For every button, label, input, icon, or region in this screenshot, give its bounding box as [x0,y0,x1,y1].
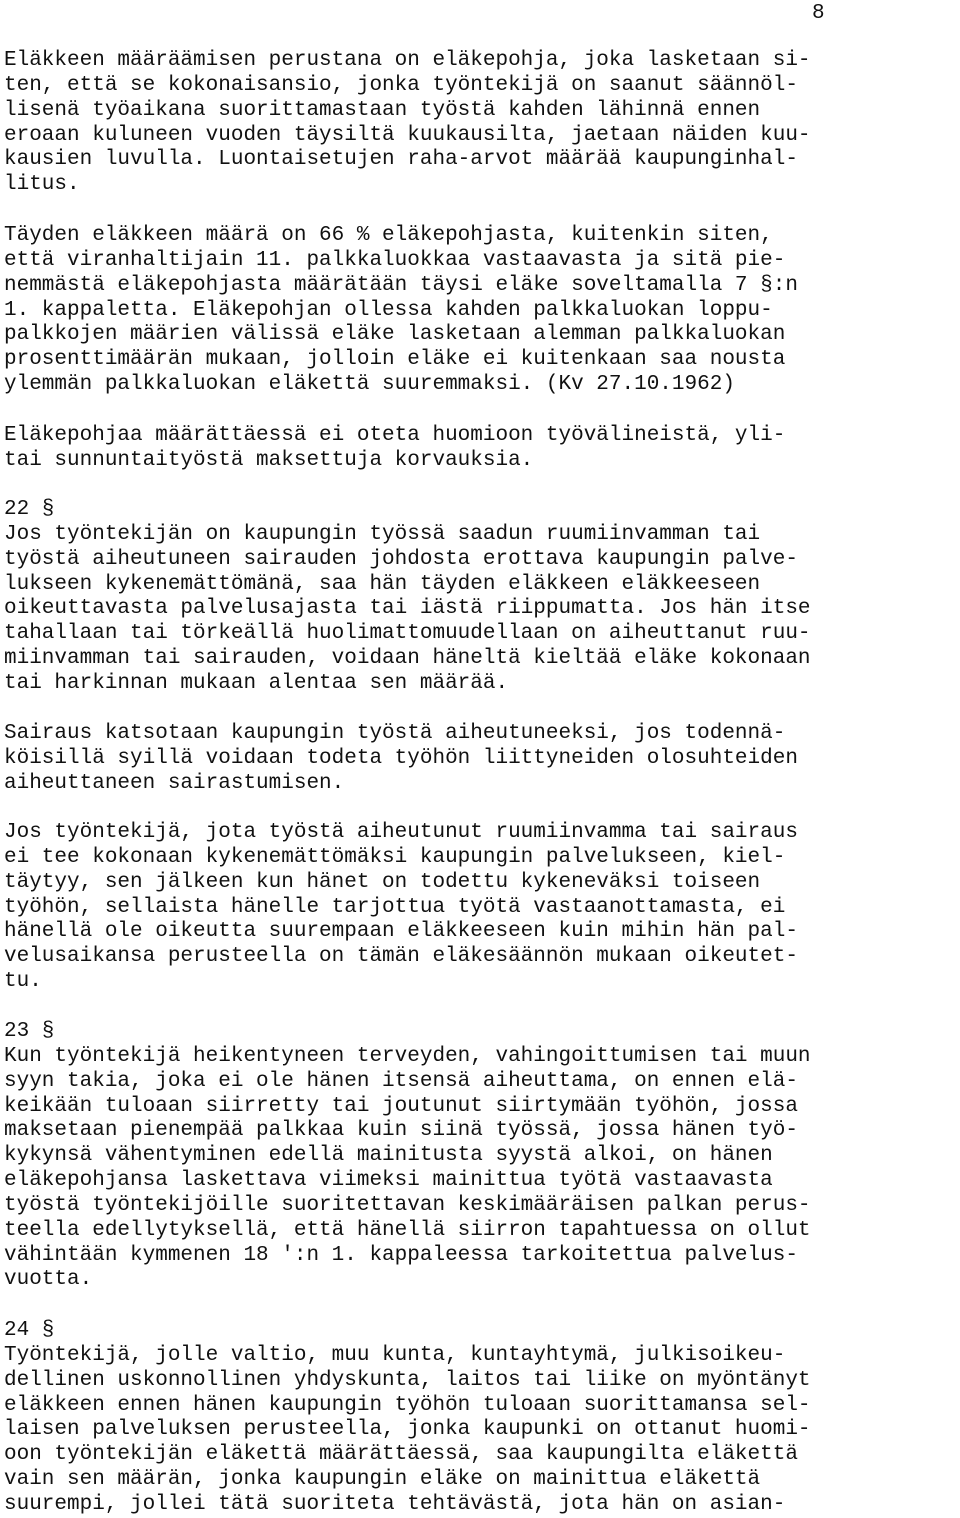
text-line: täytyy, sen jälkeen kun hänet on todettu kykeneväksi toiseen [4,870,761,894]
text-line: maksetaan pienempää palkkaa kuin siinä työssä, jossa hänen työ- [4,1119,798,1143]
paragraph [4,722,798,797]
text-line: tahallaan tai törkeällä huolimattomuudellaan on aiheuttanut ruu- [4,622,811,646]
text-line: köisillä syillä voidaan todeta työhön liittyneiden olosuhteiden [4,746,798,770]
text-line: vain sen määrän, jonka kaupungin eläke on mainittua eläkettä [4,1468,761,1492]
text-line: Työntekijä, jolle valtio, muu kunta, kuntayhtymä, julkisoikeu- [4,1343,786,1367]
text-line: 1. kappaletta. Eläkepohjan ollessa kahden palkkaluokan loppu- [4,298,773,322]
section-heading: 22 § [4,498,55,521]
text-line: velusaikansa perusteella on tämän eläkesäännön mukaan oikeutet- [4,945,798,969]
paragraph [4,49,811,198]
paragraph [4,224,798,398]
text-line: työhön, sellaista hänelle tarjottua työtä vastaanottamasta, ei [4,895,786,919]
text-line: Jos työntekijä, jota työstä aiheutunut ruumiinvamma tai sairaus [4,821,798,844]
text-line: oikeuttavasta palvelusajasta tai iästä riippumatta. Jos hän itse [4,597,811,621]
text-line: Jos työntekijän on kaupungin työssä saadun ruumiinvamman tai [4,522,761,546]
paragraph [4,1020,811,1293]
text-line: keikään tuloaan siirretty tai joutunut siirtymään työhön, jossa [4,1094,798,1118]
text-line: kausien luvulla. Luontaisetujen raha-arvot määrää kaupunginhal- [4,148,798,172]
text-line: tai harkinnan mukaan alentaa sen määrää. [4,671,509,695]
text-line: litus. [4,173,80,197]
text-line: prosenttimäärän mukaan, jolloin eläke ei kuitenkaan saa nousta [4,348,786,372]
text-line: lukseen kykenemättömänä, saa hän täyden eläkkeen eläkkeeseen [4,572,761,596]
text-line: että viranhaltijain 11. palkkaluokkaa vastaavasta ja sitä pie- [4,248,786,272]
section-heading: 24 § [4,1319,55,1342]
text-line: hänellä ole oikeutta suurempaan eläkkeeseen kuin mihin hän pal- [4,920,798,944]
text-line: Sairaus katsotaan kaupungin työstä aiheutuneeksi, jos todennä- [4,722,786,745]
text-line: ten, että se kokonaisansio, jonka työntekijä on saanut säännöl- [4,73,798,97]
text-line: ylemmän palkkaluokan eläkettä suuremmaksi. (Kv 27.10.1962) [4,373,735,397]
text-line: eroaan kuluneen vuoden täysiltä kuukausilta, jaetaan näiden kuu- [4,123,811,147]
text-line: vuotta. [4,1268,93,1292]
text-line: ei tee kokonaan kykenemättömäksi kaupungin palvelukseen, kiel- [4,845,786,869]
text-line: Täyden eläkkeen määrä on 66 % eläkepohjasta, kuitenkin siten, [4,224,773,247]
paragraph [4,498,811,697]
paragraph [4,1319,811,1518]
text-line: miinvamman tai sairauden, voidaan häneltä kieltää eläke kokonaan [4,647,811,671]
text-line: suurempi, jollei tätä suoriteta tehtävästä, jota hän on asian- [4,1492,786,1516]
text-line: vähintään kymmenen 18 ':n 1. kappaleessa tarkoitettua palvelus- [4,1243,798,1267]
text-line: eläkepohjansa laskettava viimeksi mainittua työtä vastaavasta [4,1169,773,1193]
text-line: laisen palveluksen perusteella, jonka kaupunki on ottanut huomi- [4,1418,811,1442]
text-line: Eläkepohjaa määrättäessä ei oteta huomioon työvälineistä, yli- [4,424,786,447]
text-line: eläkkeen ennen hänen kaupungin työhön tuloaan suorittamansa sel- [4,1393,811,1417]
text-line: Eläkkeen määräämisen perustana on eläkepohja, joka lasketaan si- [4,49,811,72]
text-line: kykynsä vähentyminen edellä mainitusta syystä alkoi, on hänen [4,1144,773,1168]
text-line: työstä aiheutuneen sairauden johdosta erottava kaupungin palve- [4,547,798,571]
text-line: syyn takia, joka ei ole hänen itsensä aiheuttama, on ennen elä- [4,1069,798,1093]
paragraph [4,424,785,474]
text-line: palkkojen määrien välissä eläke lasketaan alemman palkkaluokan [4,323,786,347]
page-number: 8 [812,2,825,25]
text-line: tai sunnuntaityöstä maksettuja korvauksia. [4,448,534,472]
text-line: oon työntekijän eläkettä määrättäessä, saa kaupungilta eläkettä [4,1443,798,1467]
text-line: tu. [4,970,42,994]
text-line: dellinen uskonnollinen yhdyskunta, laitos tai liike on myöntänyt [4,1368,811,1392]
text-line: nemmästä eläkepohjasta määrätään täysi eläke soveltamalla 7 §:n [4,273,798,297]
text-line: teella edellytyksellä, että hänellä siirron tapahtuessa on ollut [4,1218,811,1242]
text-line: aiheuttaneen sairastumisen. [4,771,345,795]
paragraph [4,821,798,995]
section-heading: 23 § [4,1020,55,1043]
text-line: lisenä työaikana suorittamastaan työstä kahden lähinnä ennen [4,98,761,122]
text-line: Kun työntekijä heikentyneen terveyden, vahingoittumisen tai muun [4,1044,811,1068]
text-line: työstä työntekijöille suoritettavan keskimääräisen palkan perus- [4,1193,811,1217]
